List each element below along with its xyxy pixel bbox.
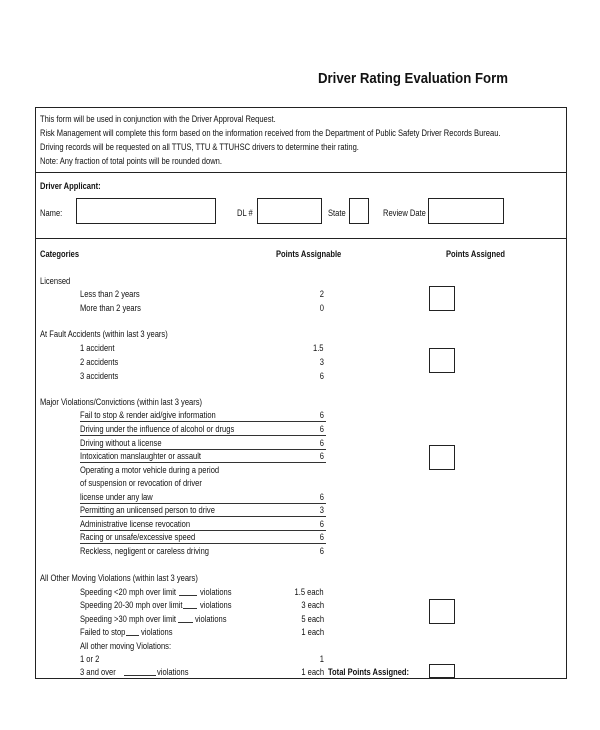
major-item: Driving under the influence of alcohol or drugs bbox=[80, 424, 235, 434]
fault-points: 3 bbox=[319, 357, 324, 367]
note-1: This form will be used in conjunction with the Driver Approval Request. bbox=[40, 114, 276, 124]
note-3: Driving records will be requested on all TTUS, TTU & TTUHSC drivers to determine their rating. bbox=[40, 142, 359, 152]
review-date-input[interactable] bbox=[428, 198, 504, 224]
moving-item: Speeding <20 mph over limit bbox=[80, 587, 177, 597]
moving-suffix: violations bbox=[200, 587, 232, 597]
frame-right bbox=[566, 107, 567, 678]
major-item: Intoxication manslaughter or assault bbox=[80, 451, 202, 461]
moving-points: 3 each bbox=[301, 600, 324, 610]
moving-heading: All Other Moving Violations (within last 3 years) bbox=[40, 573, 198, 583]
moving-points: 1 bbox=[319, 654, 324, 664]
name-input[interactable] bbox=[76, 198, 216, 224]
major-points: 6 bbox=[319, 410, 324, 420]
fault-item: 3 accidents bbox=[80, 371, 119, 381]
major-points: 6 bbox=[319, 532, 324, 542]
licensed-points: 2 bbox=[319, 289, 324, 299]
row-rule bbox=[80, 462, 326, 463]
review-date-label: Review Date bbox=[383, 208, 426, 218]
page-title: Driver Rating Evaluation Form bbox=[318, 70, 508, 87]
major-assigned-box[interactable] bbox=[429, 445, 455, 470]
licensed-assigned-box[interactable] bbox=[429, 286, 455, 311]
divider-notes bbox=[35, 172, 567, 173]
moving-points: 1.5 each bbox=[294, 587, 324, 597]
major-item: Permitting an unlicensed person to drive bbox=[80, 505, 215, 515]
moving-item: Speeding 20-30 mph over limit bbox=[80, 600, 183, 610]
licensed-points: 0 bbox=[319, 303, 324, 313]
fault-item: 2 accidents bbox=[80, 357, 119, 367]
applicant-heading: Driver Applicant: bbox=[40, 181, 101, 191]
fault-heading: At Fault Accidents (within last 3 years) bbox=[40, 329, 168, 339]
blank-line[interactable] bbox=[183, 608, 197, 609]
moving-points: 1 each bbox=[301, 627, 324, 637]
major-points: 6 bbox=[319, 492, 324, 502]
fault-points: 1.5 bbox=[313, 343, 324, 353]
row-rule bbox=[80, 503, 326, 504]
moving-item: Failed to stop bbox=[80, 627, 126, 637]
total-points-box[interactable] bbox=[429, 664, 455, 678]
moving-points: 1 each bbox=[301, 667, 324, 677]
moving-item: 3 and over bbox=[80, 667, 116, 677]
total-points-label: Total Points Assigned: bbox=[328, 667, 410, 677]
moving-suffix: violations bbox=[157, 667, 189, 677]
row-rule bbox=[80, 435, 326, 436]
fault-item: 1 accident bbox=[80, 343, 115, 353]
major-item: of suspension or revocation of driver bbox=[80, 478, 202, 488]
major-points: 6 bbox=[319, 546, 324, 556]
major-points: 6 bbox=[319, 451, 324, 461]
row-rule bbox=[80, 530, 326, 531]
moving-suffix: violations bbox=[141, 627, 173, 637]
licensed-item: Less than 2 years bbox=[80, 289, 140, 299]
moving-points: 5 each bbox=[301, 614, 324, 624]
major-points: 6 bbox=[319, 519, 324, 529]
state-label: State bbox=[328, 208, 346, 218]
dl-label: DL # bbox=[237, 208, 253, 218]
major-item: license under any law bbox=[80, 492, 153, 502]
moving-assigned-box[interactable] bbox=[429, 599, 455, 624]
fault-assigned-box[interactable] bbox=[429, 348, 455, 373]
major-item: Fail to stop & render aid/give information bbox=[80, 410, 216, 420]
row-rule bbox=[80, 421, 326, 422]
blank-line[interactable] bbox=[179, 595, 197, 596]
major-item: Driving without a license bbox=[80, 438, 162, 448]
major-item: Reckless, negligent or careless driving bbox=[80, 546, 210, 556]
moving-item: 1 or 2 bbox=[80, 654, 100, 664]
fault-points: 6 bbox=[319, 371, 324, 381]
name-label: Name: bbox=[40, 208, 63, 218]
row-rule bbox=[80, 516, 326, 517]
major-item: Administrative license revocation bbox=[80, 519, 191, 529]
state-input[interactable] bbox=[349, 198, 369, 224]
major-item: Racing or unsafe/excessive speed bbox=[80, 532, 196, 542]
divider-applicant bbox=[35, 238, 567, 239]
major-heading: Major Violations/Convictions (within last 3 years) bbox=[40, 397, 203, 407]
moving-item: Speeding >30 mph over limit bbox=[80, 614, 177, 624]
major-item: Operating a motor vehicle during a period bbox=[80, 465, 220, 475]
major-points: 6 bbox=[319, 424, 324, 434]
dl-input[interactable] bbox=[257, 198, 322, 224]
licensed-heading: Licensed bbox=[40, 276, 71, 286]
header-categories: Categories bbox=[40, 249, 80, 259]
licensed-item: More than 2 years bbox=[80, 303, 141, 313]
note-4: Note: Any fraction of total points will be rounded down. bbox=[40, 156, 222, 166]
note-2: Risk Management will complete this form based on the information received from the Department of Public Safety Driver Records Bureau. bbox=[40, 128, 501, 138]
row-rule bbox=[80, 543, 326, 544]
frame-top bbox=[35, 107, 567, 108]
frame-left bbox=[35, 107, 36, 678]
row-rule bbox=[80, 449, 326, 450]
blank-line[interactable] bbox=[126, 635, 139, 636]
frame-bottom bbox=[35, 678, 567, 679]
header-points-assignable: Points Assignable bbox=[276, 249, 342, 259]
major-points: 6 bbox=[319, 438, 324, 448]
blank-line[interactable] bbox=[124, 675, 156, 676]
moving-suffix: violations bbox=[200, 600, 232, 610]
moving-item: All other moving Violations: bbox=[80, 641, 172, 651]
blank-line[interactable] bbox=[178, 622, 193, 623]
major-points: 3 bbox=[319, 505, 324, 515]
header-points-assigned: Points Assigned bbox=[446, 249, 505, 259]
moving-suffix: violations bbox=[195, 614, 227, 624]
